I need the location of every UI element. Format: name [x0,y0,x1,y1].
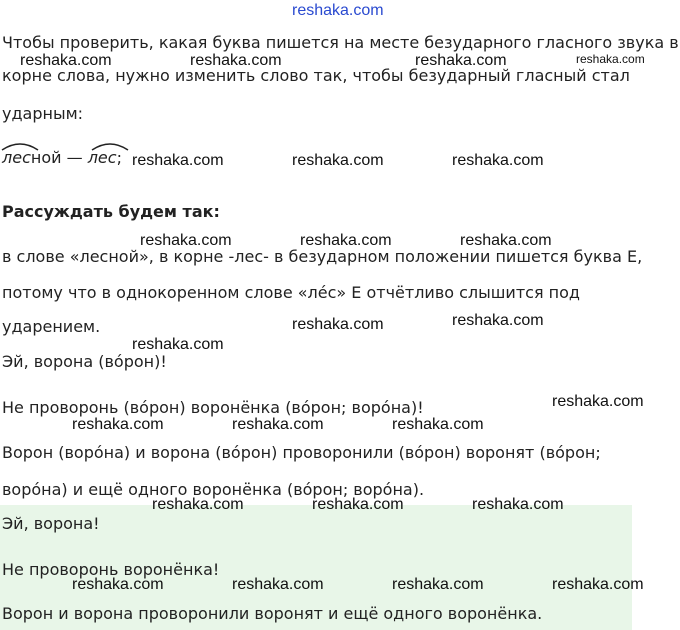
intro-line-1: Чтобы проверить, какая буква пишется на месте безударного гласного звука в [2,33,679,52]
watermark: reshaka.com [452,152,544,169]
check-line-2: Не проворонь (вóрон) воронёнка (вóрон; ворóна)! [2,398,424,417]
watermark: reshaka.com [132,336,224,353]
intro-line-2: корне слова, нужно изменить слово так, чтобы безударный гласный стал [2,66,630,85]
watermark: reshaka.com [292,316,384,333]
watermark: reshaka.com [72,416,164,433]
watermark-top: reshaka.com [292,2,384,19]
check-line-4: ворóна) и ещё одного воронёнка (вóрон; ворóна). [2,480,425,499]
watermark: reshaka.com [392,576,484,593]
watermark: reshaka.com [300,232,392,249]
watermark: reshaka.com [452,312,544,329]
watermark: reshaka.com [392,416,484,433]
check-line-1: Эй, ворона (вóрон)! [2,352,167,371]
watermark: reshaka.com [552,393,644,410]
example-root-1: лес [2,148,31,167]
watermark: reshaka.com [132,152,224,169]
check-line-3: Ворон (ворóна) и ворона (вóрон) проворонили (вóрон) воронят (вóрон; [2,443,601,462]
reason-line-2: потому что в однокоренном слове «лéс» Е отчётливо слышится под [2,283,580,302]
watermark: reshaka.com [292,152,384,169]
reason-title: Рассуждать будем так: [2,202,220,221]
root-arc-1 [0,138,40,152]
watermark: reshaka.com [576,52,645,66]
watermark: reshaka.com [415,52,507,69]
watermark: reshaka.com [152,496,244,513]
watermark: reshaka.com [20,52,112,69]
watermark: reshaka.com [472,496,564,513]
intro-line-3: ударным: [2,104,84,123]
example-ending-1: ной — [30,148,83,167]
watermark: reshaka.com [552,576,644,593]
watermark: reshaka.com [312,496,404,513]
example-ending-2: ; [116,148,122,167]
watermark: reshaka.com [460,232,552,249]
example-root-2: лес [87,148,117,167]
watermark: reshaka.com [72,576,164,593]
reason-line-3: ударением. [2,317,101,336]
reason-line-1: в слове «лесной», в корне -лес- в безударном положении пишется буква Е, [2,247,643,266]
watermark: reshaka.com [232,416,324,433]
watermark: reshaka.com [190,52,282,69]
watermark: reshaka.com [140,232,232,249]
answer-line-1: Эй, ворона! [2,514,100,533]
watermark: reshaka.com [232,576,324,593]
answer-line-3: Ворон и ворона проворонили воронят и ещё одного воронёнка. [2,604,543,623]
root-arc-2 [90,138,130,152]
answer-line-2: Не проворонь воронёнка! [2,560,220,579]
